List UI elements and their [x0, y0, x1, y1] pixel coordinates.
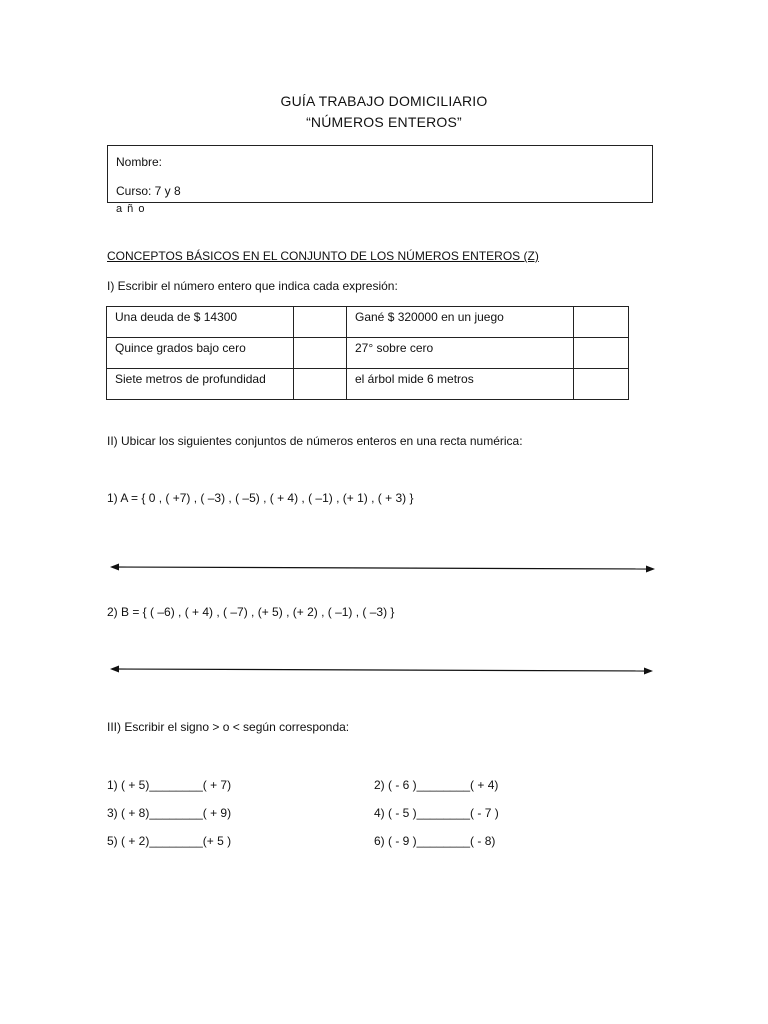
set-a-expression: 1) A = { 0 , ( +7) , ( –3) , ( –5) , ( + 4) , ( –1) , (+ 1) , ( + 3) } — [107, 491, 414, 505]
page-title: GUÍA TRABAJO DOMICILIARIO — [280, 93, 488, 109]
expression-cell: 27° sobre cero — [347, 338, 574, 369]
comparison-item: 6) ( - 9 )________( - 8) — [374, 834, 496, 848]
table-row — [107, 307, 629, 338]
section-heading: CONCEPTOS BÁSICOS EN EL CONJUNTO DE LOS NÚMEROS ENTEROS (Z) — [107, 249, 539, 263]
answer-cell[interactable] — [574, 338, 629, 369]
part3-instruction: III) Escribir el signo > o < según corresponda: — [107, 720, 350, 734]
answer-cell[interactable] — [574, 307, 629, 338]
part1-instruction: I) Escribir el número entero que indica cada expresión: — [107, 279, 398, 293]
expression-cell: Quince grados bajo cero — [107, 338, 294, 369]
answer-cell[interactable] — [574, 369, 629, 400]
part2-instruction: II) Ubicar los siguientes conjuntos de números enteros en una recta numérica: — [107, 434, 523, 448]
answer-cell[interactable] — [294, 307, 347, 338]
set-b-expression: 2) B = { ( –6) , ( + 4) , ( –7) , (+ 5) , (+ 2) , ( –1) , ( –3) } — [107, 605, 395, 619]
answer-cell[interactable] — [294, 338, 347, 369]
expression-cell: Gané $ 320000 en un juego — [347, 307, 574, 338]
comparison-item: 3) ( + 8)________( + 9) — [107, 806, 232, 820]
answer-cell[interactable] — [294, 369, 347, 400]
student-info-box — [107, 145, 653, 203]
table-row — [107, 369, 629, 400]
expression-cell: el árbol mide 6 metros — [347, 369, 574, 400]
page-subtitle: “NÚMEROS ENTEROS” — [306, 114, 462, 130]
comparison-item: 4) ( - 5 )________( - 7 ) — [374, 806, 499, 820]
number-line-b — [0, 661, 768, 681]
expressions-table — [106, 306, 629, 400]
comparison-item: 5) ( + 2)________(+ 5 ) — [107, 834, 232, 848]
number-line-a — [0, 558, 768, 578]
expression-cell: Una deuda de $ 14300 — [107, 307, 294, 338]
course-label: Curso: 7 y 8 — [116, 184, 181, 198]
comparison-item: 1) ( + 5)________( + 7) — [107, 778, 232, 792]
table-row — [107, 338, 629, 369]
course-suffix: a ñ o — [116, 203, 146, 215]
name-label: Nombre: — [116, 155, 163, 169]
comparison-item: 2) ( - 6 )________( + 4) — [374, 778, 499, 792]
expression-cell: Siete metros de profundidad — [107, 369, 294, 400]
